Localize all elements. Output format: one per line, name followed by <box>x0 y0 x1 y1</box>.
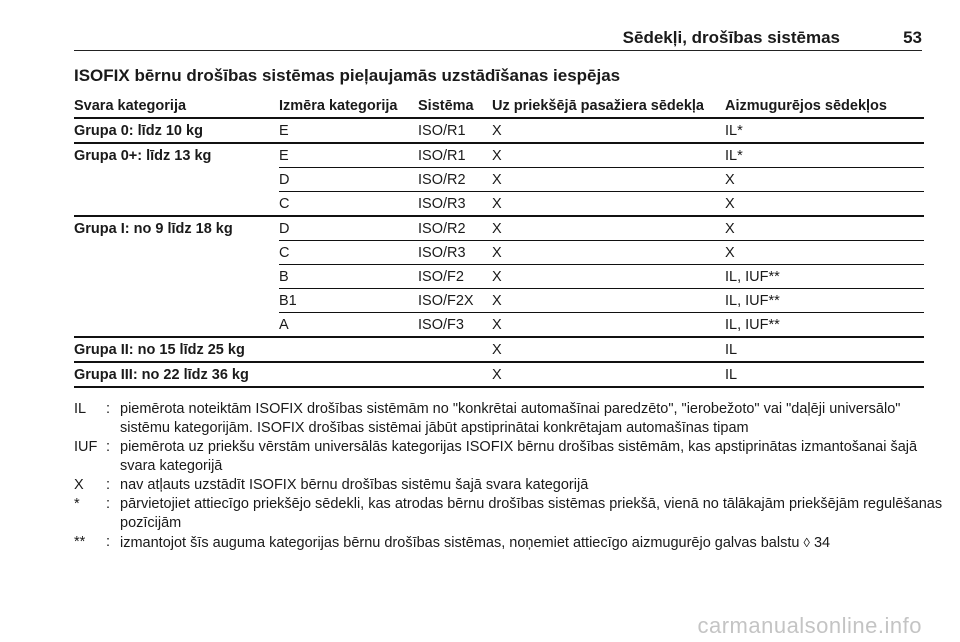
table-header-row <box>74 95 924 118</box>
system-cell: ISO/R2 <box>418 168 492 192</box>
table-row <box>74 216 924 241</box>
note-key: * <box>74 496 80 512</box>
rear-seat-cell: IL <box>725 337 924 362</box>
weight-cell: Grupa 0+: līdz 13 kg <box>74 147 212 164</box>
system-cell <box>418 337 492 362</box>
col-header-weight: Svara kategorija <box>74 95 279 118</box>
note-key: IL <box>74 401 87 417</box>
table-row <box>74 265 924 289</box>
col-header-front-seat: Uz priekšējā pasažiera sēdekļa <box>492 95 725 118</box>
front-seat-cell: X <box>492 192 725 217</box>
weight-cell: Grupa 0: līdz 10 kg <box>74 118 279 143</box>
size-cell: E <box>279 143 418 168</box>
note-key: IUF <box>74 439 98 455</box>
front-seat-cell: X <box>492 313 725 338</box>
front-seat-cell: X <box>492 362 725 387</box>
section-title: ISOFIX bērnu drošības sistēmas pieļaujamās uzstādīšanas iespējas <box>74 66 621 85</box>
weight-cell <box>74 241 279 265</box>
page-number: 53 <box>903 28 922 47</box>
size-cell: E <box>279 118 418 143</box>
table-row <box>74 362 924 387</box>
rear-seat-cell: IL, IUF** <box>725 313 924 338</box>
rear-seat-cell: IL, IUF** <box>725 289 924 313</box>
page-ref-arrow-icon: ◊ <box>803 535 810 550</box>
weight-cell: Grupa III: no 22 līdz 36 kg <box>74 362 279 387</box>
note-text: piemērota noteiktām ISOFIX drošības sistēmām no "konkrētai automašīnai paredzēto", "ierobežoto" vai "daļēji universālo" sistēmu kategorijām. ISOFIX drošības sistēmai jābūt apstiprinātai konkrētajam automašīnas tipam <box>120 401 901 436</box>
note-il <box>74 400 944 438</box>
page-reference-link[interactable]: 34 <box>813 535 831 551</box>
rear-seat-cell: IL <box>725 362 924 387</box>
front-seat-cell: X <box>492 216 725 241</box>
weight-cell: Grupa I: no 9 līdz 18 kg <box>74 220 233 237</box>
note-colon: : <box>106 534 111 550</box>
rear-seat-cell: IL* <box>725 118 924 143</box>
col-header-system: Sistēma <box>418 95 492 118</box>
size-cell: B <box>279 265 418 289</box>
note-colon: : <box>106 439 111 455</box>
note-text: izmantojot šīs auguma kategorijas bērnu drošības sistēmas, noņemiet attiecīgo aizmugurējo galvas balstu <box>120 535 800 551</box>
note-colon: : <box>106 496 111 512</box>
col-header-rear-seats: Aizmugurējos sēdekļos <box>725 95 924 118</box>
front-seat-cell: X <box>492 265 725 289</box>
system-cell: ISO/R1 <box>418 118 492 143</box>
size-cell: D <box>279 216 418 241</box>
note-key: ** <box>74 534 86 550</box>
note-key: X <box>74 477 84 493</box>
weight-cell <box>74 168 279 192</box>
note-text: pārvietojiet attiecīgo priekšējo sēdekli, kas atrodas bērnu drošības sistēmas priekšā, vienā no tālākajām priekšējām regulēšanas pozīcijām <box>120 496 943 531</box>
page-header <box>74 28 922 51</box>
system-cell <box>418 362 492 387</box>
size-cell: B1 <box>279 289 418 313</box>
size-cell: A <box>279 313 418 338</box>
size-cell <box>279 362 418 387</box>
system-cell: ISO/R3 <box>418 192 492 217</box>
front-seat-cell: X <box>492 118 725 143</box>
note-text: nav atļauts uzstādīt ISOFIX bērnu drošības sistēmu šajā svara kategorijā <box>120 477 589 493</box>
table-row <box>74 192 924 217</box>
front-seat-cell: X <box>492 241 725 265</box>
table-row <box>74 118 924 143</box>
rear-seat-cell: X <box>725 216 924 241</box>
size-cell: D <box>279 168 418 192</box>
table-row <box>74 168 924 192</box>
front-seat-cell: X <box>492 289 725 313</box>
front-seat-cell: X <box>492 168 725 192</box>
front-seat-cell: X <box>492 143 725 168</box>
system-cell: ISO/F2 <box>418 265 492 289</box>
note-double-asterisk <box>74 533 944 553</box>
note-x <box>74 476 944 495</box>
table-row <box>74 143 924 168</box>
system-cell: ISO/F3 <box>418 313 492 338</box>
note-colon: : <box>106 477 111 493</box>
weight-cell <box>74 192 279 217</box>
note-colon: : <box>106 401 111 417</box>
watermark: carmanualsonline.info <box>697 613 922 638</box>
system-cell: ISO/R1 <box>418 143 492 168</box>
size-cell <box>279 337 418 362</box>
chapter-title: Sēdekļi, drošības sistēmas <box>622 28 840 47</box>
system-cell: ISO/R2 <box>418 216 492 241</box>
col-header-size: Izmēra kategorija <box>279 95 418 118</box>
system-cell: ISO/R3 <box>418 241 492 265</box>
note-text: piemērota uz priekšu vērstām universālās kategorijas ISOFIX bērnu drošības sistēmām, kas apstiprinātas izmantošanai šajā svara kategorijā <box>120 439 918 474</box>
table-row <box>74 313 924 338</box>
isofix-table <box>74 95 924 388</box>
note-text-wrapper <box>120 533 944 553</box>
rear-seat-cell: X <box>725 241 924 265</box>
weight-cell <box>74 313 279 338</box>
weight-cell <box>74 289 279 313</box>
legend-notes <box>74 400 944 553</box>
size-cell: C <box>279 241 418 265</box>
table-row <box>74 289 924 313</box>
rear-seat-cell: X <box>725 168 924 192</box>
rear-seat-cell: X <box>725 192 924 217</box>
rear-seat-cell: IL, IUF** <box>725 265 924 289</box>
note-asterisk <box>74 495 944 533</box>
note-iuf <box>74 438 944 476</box>
size-cell: C <box>279 192 418 217</box>
table-row <box>74 241 924 265</box>
weight-cell <box>74 265 279 289</box>
weight-cell: Grupa II: no 15 līdz 25 kg <box>74 337 279 362</box>
table-row <box>74 337 924 362</box>
rear-seat-cell: IL* <box>725 143 924 168</box>
front-seat-cell: X <box>492 337 725 362</box>
system-cell: ISO/F2X <box>418 289 492 313</box>
